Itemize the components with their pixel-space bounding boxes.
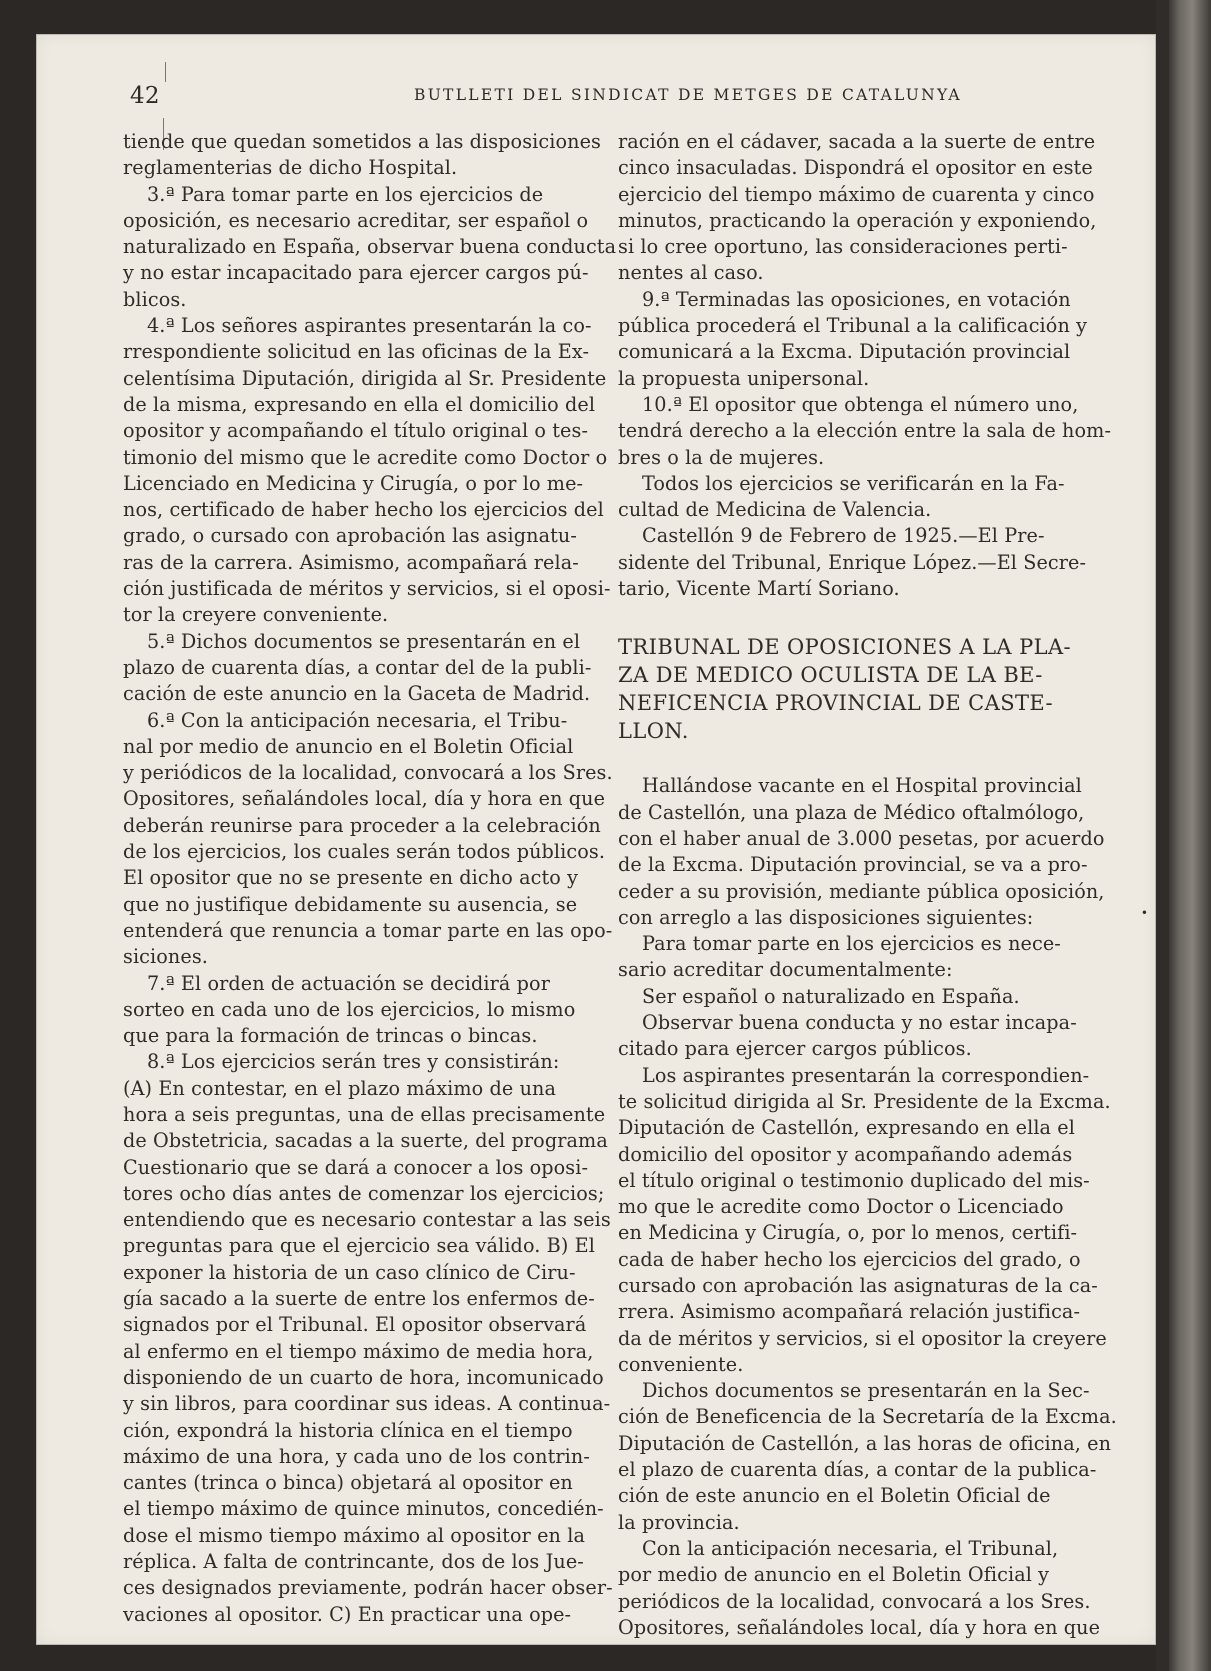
text-line: Licenciado en Medicina y Cirugía, o por lo me- [123, 471, 584, 495]
print-mark: • [1140, 906, 1148, 920]
text-line: por medio de anuncio en el Boletin Oficial y [618, 1563, 1050, 1587]
text-line: en Medicina y Cirugía, o, por lo menos, certifi- [618, 1221, 1078, 1245]
text-line: ción, expondrá la historia clínica en el tiempo [123, 1418, 573, 1442]
text-line: nentes al caso. [618, 261, 764, 285]
text-line: blicos. [123, 287, 187, 311]
scan-mark [165, 62, 166, 82]
text-line: periódicos de la localidad, convocará a los Sres. [618, 1589, 1091, 1613]
text-line: 10.ª El opositor que obtenga el número uno, [642, 392, 1079, 416]
text-line: bres o la de mujeres. [618, 445, 825, 469]
text-line: cantes (trinca o binca) objetará al opositor en [123, 1471, 573, 1495]
text-line: sidente del Tribunal, Enrique López.—El Secre- [618, 550, 1087, 574]
text-line: 9.ª Terminadas las oposiciones, en votación [642, 287, 1071, 311]
text-line: y no estar incapacitado para ejercer cargos pú- [123, 261, 589, 285]
text-line: cultad de Medicina de Valencia. [618, 498, 932, 522]
text-line: Todos los ejercicios se verificarán en la Fa- [642, 471, 1065, 495]
text-line: Con la anticipación necesaria, el Tribunal, [642, 1536, 1059, 1560]
text-line: tores ocho días antes de comenzar los ejercicios; [123, 1181, 605, 1205]
text-line: Diputación de Castellón, a las horas de oficina, en [618, 1431, 1112, 1455]
text-line: grado, o cursado con aprobación las asignatu- [123, 524, 577, 548]
text-line: con arreglo a las disposiciones siguientes: [618, 905, 1034, 929]
text-line: ración en el cádaver, sacada a la suerte de entre [618, 130, 1096, 153]
text-line: El opositor que no se presente en dicho acto y [123, 866, 579, 890]
text-line: Diputación de Castellón, expresando en ella el [618, 1116, 1075, 1140]
text-line: preguntas para que el ejercicio sea válido. B) El [123, 1234, 595, 1258]
text-line: si lo cree oportuno, las consideraciones perti- [618, 235, 1068, 259]
text-line: cada de haber hecho los ejercicios del grado, o [618, 1247, 1081, 1271]
text-line: el plazo de cuarenta días, a contar de la publica- [618, 1458, 1097, 1482]
text-line: ejercicio del tiempo máximo de cuarenta y cinco [618, 182, 1095, 206]
text-line: ción de este anuncio en el Boletin Oficial de [618, 1484, 1051, 1508]
text-line: signados por el Tribunal. El opositor observará [123, 1313, 587, 1337]
section-title-line: NEFICENCIA PROVINCIAL DE CASTE- [618, 691, 1054, 716]
text-line: comunicará a la Excma. Diputación provincial [618, 340, 1071, 364]
text-line: entenderá que renuncia a tomar parte en las opo- [123, 918, 613, 942]
text-line: Castellón 9 de Febrero de 1925.—El Pre- [642, 524, 1045, 548]
text-line: hora a seis preguntas, una de ellas precisamente [123, 1102, 606, 1126]
text-line: opositor y acompañando el título original o tes- [123, 419, 589, 443]
text-line: 7.ª El orden de actuación se decidirá por [147, 971, 550, 995]
text-line: Observar buena conducta y no estar incapa- [642, 1011, 1077, 1035]
text-line: disponiendo de un cuarto de hora, incomunicado [123, 1365, 604, 1389]
text-line: minutos, practicando la operación y exponiendo, [618, 208, 1097, 232]
text-line: cación de este anuncio en la Gaceta de Madrid. [123, 682, 591, 706]
text-line: Opositores, señalándoles local, día y hora en que [123, 787, 606, 811]
text-line: cinco insaculadas. Dispondrá el opositor en este [618, 156, 1093, 180]
text-line: de los ejercicios, los cuales serán todos públicos. [123, 840, 606, 864]
section-title-line: ZA DE MEDICO OCULISTA DE LA BE- [618, 663, 1043, 688]
section-title-line: TRIBUNAL DE OPOSICIONES A LA PLA- [618, 635, 1072, 660]
text-line: nos, certificado de haber hecho los ejercicios del [123, 498, 604, 522]
text-line: oposición, es necesario acreditar, ser español o [123, 208, 589, 232]
text-line: (A) En contestar, en el plazo máximo de una [123, 1076, 557, 1100]
text-line: tario, Vicente Martí Soriano. [618, 577, 900, 601]
text-line: citado para ejercer cargos públicos. [618, 1037, 972, 1061]
text-line: nal por medio de anuncio en el Boletin Oficial [123, 734, 574, 758]
text-line: deberán reunirse para proceder a la celebración [123, 813, 601, 837]
text-line: te solicitud dirigida al Sr. Presidente de la Excma. [618, 1089, 1111, 1113]
text-line: 3.ª Para tomar parte en los ejercicios de [147, 182, 544, 206]
text-line: pública procederá el Tribunal a la calificación y [618, 314, 1088, 338]
text-line: timonio del mismo que le acredite como Doctor o [123, 445, 608, 469]
text-line: Los aspirantes presentarán la correspondien- [642, 1063, 1090, 1087]
text-line: Opositores, señalándoles local, día y hora en que [618, 1615, 1101, 1639]
text-line: celentísima Diputación, dirigida al Sr. Presidente [123, 366, 607, 390]
text-line: que no justifique debidamente su ausencia, se [123, 892, 578, 916]
section-title-line: LLON. [618, 719, 689, 744]
text-line: al enfermo en el tiempo máximo de media hora, [123, 1339, 594, 1363]
text-line: dose el mismo tiempo máximo al opositor en la [123, 1523, 585, 1547]
page-number: 42 [130, 83, 160, 109]
text-line: exponer la historia de un caso clínico de Ciru- [123, 1260, 576, 1284]
text-line: Cuestionario que se dará a conocer a los oposi- [123, 1155, 589, 1179]
text-line: y periódicos de la localidad, convocará a los Sres. [123, 761, 613, 785]
text-line: con el haber anual de 3.000 pesetas, por acuerdo [618, 826, 1105, 850]
text-line: Hallándose vacante en el Hospital provincial [642, 774, 1082, 798]
right-text-column [618, 129, 1117, 1641]
text-line: Ser español o naturalizado en España. [642, 984, 1020, 1008]
text-line: tiende que quedan sometidos a las disposiciones [123, 130, 601, 153]
text-line: 5.ª Dichos documentos se presentarán en el [147, 629, 581, 653]
binding-shadow [1156, 0, 1169, 1671]
text-line: 8.ª Los ejercicios serán tres y consistirán: [147, 1050, 560, 1074]
text-line: rrespondiente solicitud en las oficinas de la Ex- [123, 340, 590, 364]
text-line: máximo de una hora, y cada uno de los contrin- [123, 1444, 590, 1468]
text-line: siciones. [123, 945, 208, 969]
text-line: la propuesta unipersonal. [618, 366, 870, 390]
text-line: el tiempo máximo de quince minutos, concedién- [123, 1497, 604, 1521]
text-line: y sin libros, para coordinar sus ideas. A continua- [123, 1392, 611, 1416]
text-line: da de méritos y servicios, si el opositor la creyere [618, 1326, 1107, 1350]
text-line: ción de Beneficencia de la Secretaría de la Excma. [618, 1405, 1117, 1429]
text-line: plazo de cuarenta días, a contar del de la publi- [123, 655, 592, 679]
text-line: el título original o testimonio duplicado del mis- [618, 1168, 1090, 1192]
text-line: tor la creyere conveniente. [123, 603, 389, 627]
page-header [130, 83, 1050, 113]
text-line: rrera. Asimismo acompañará relación justifica- [618, 1300, 1081, 1324]
text-line: ras de la carrera. Asimismo, acompañará rela- [123, 550, 579, 574]
text-line: sario acreditar documentalmente: [618, 958, 953, 982]
next-page-edge [1169, 0, 1211, 1671]
text-line: conveniente. [618, 1352, 744, 1376]
text-line: ceder a su provisión, mediante pública oposición, [618, 879, 1105, 903]
text-line: de la Excma. Diputación provincial, se va a pro- [618, 853, 1088, 877]
text-line: réplica. A falta de contrincante, dos de los Jue- [123, 1550, 584, 1574]
text-line: naturalizado en España, observar buena conducta [123, 235, 617, 259]
text-line: de la misma, expresando en ella el domicilio del [123, 392, 596, 416]
text-line: Para tomar parte en los ejercicios es nece- [642, 932, 1061, 956]
text-line: mo que le acredite como Doctor o Licenciado [618, 1195, 1064, 1219]
journal-title: BUTLLETI DEL SINDICAT DE METGES DE CATALUNYA [414, 86, 962, 104]
text-line: gía sacado a la suerte de entre los enfermos de- [123, 1287, 595, 1311]
text-line: que para la formación de trincas o bincas. [123, 1024, 538, 1048]
text-line: tendrá derecho a la elección entre la sala de hom- [618, 419, 1112, 443]
text-line: sorteo en cada uno de los ejercicios, lo mismo [123, 997, 576, 1021]
text-line: Dichos documentos se presentarán en la Sec- [642, 1379, 1090, 1403]
left-text-column [123, 129, 617, 1628]
text-line: de Obstetricia, sacadas a la suerte, del programa [123, 1129, 608, 1153]
text-line: vaciones al opositor. C) En practicar una ope- [123, 1602, 572, 1626]
text-line: la provincia. [618, 1510, 740, 1534]
text-line: entendiendo que es necesario contestar a las seis [123, 1208, 611, 1232]
text-line: 4.ª Los señores aspirantes presentarán la co- [147, 314, 592, 338]
section-title [618, 633, 1072, 745]
text-line: 6.ª Con la anticipación necesaria, el Tribu- [147, 708, 568, 732]
text-line: reglamenterias de dicho Hospital. [123, 156, 458, 180]
text-line: de Castellón, una plaza de Médico oftalmólogo, [618, 800, 1085, 824]
text-line: cursado con aprobación las asignaturas de la ca- [618, 1273, 1098, 1297]
text-line: ción justificada de méritos y servicios, si el oposi- [123, 577, 611, 601]
text-line: ces designados previamente, podrán hacer obser- [123, 1576, 613, 1600]
text-line: domicilio del opositor y acompañando además [618, 1142, 1073, 1166]
